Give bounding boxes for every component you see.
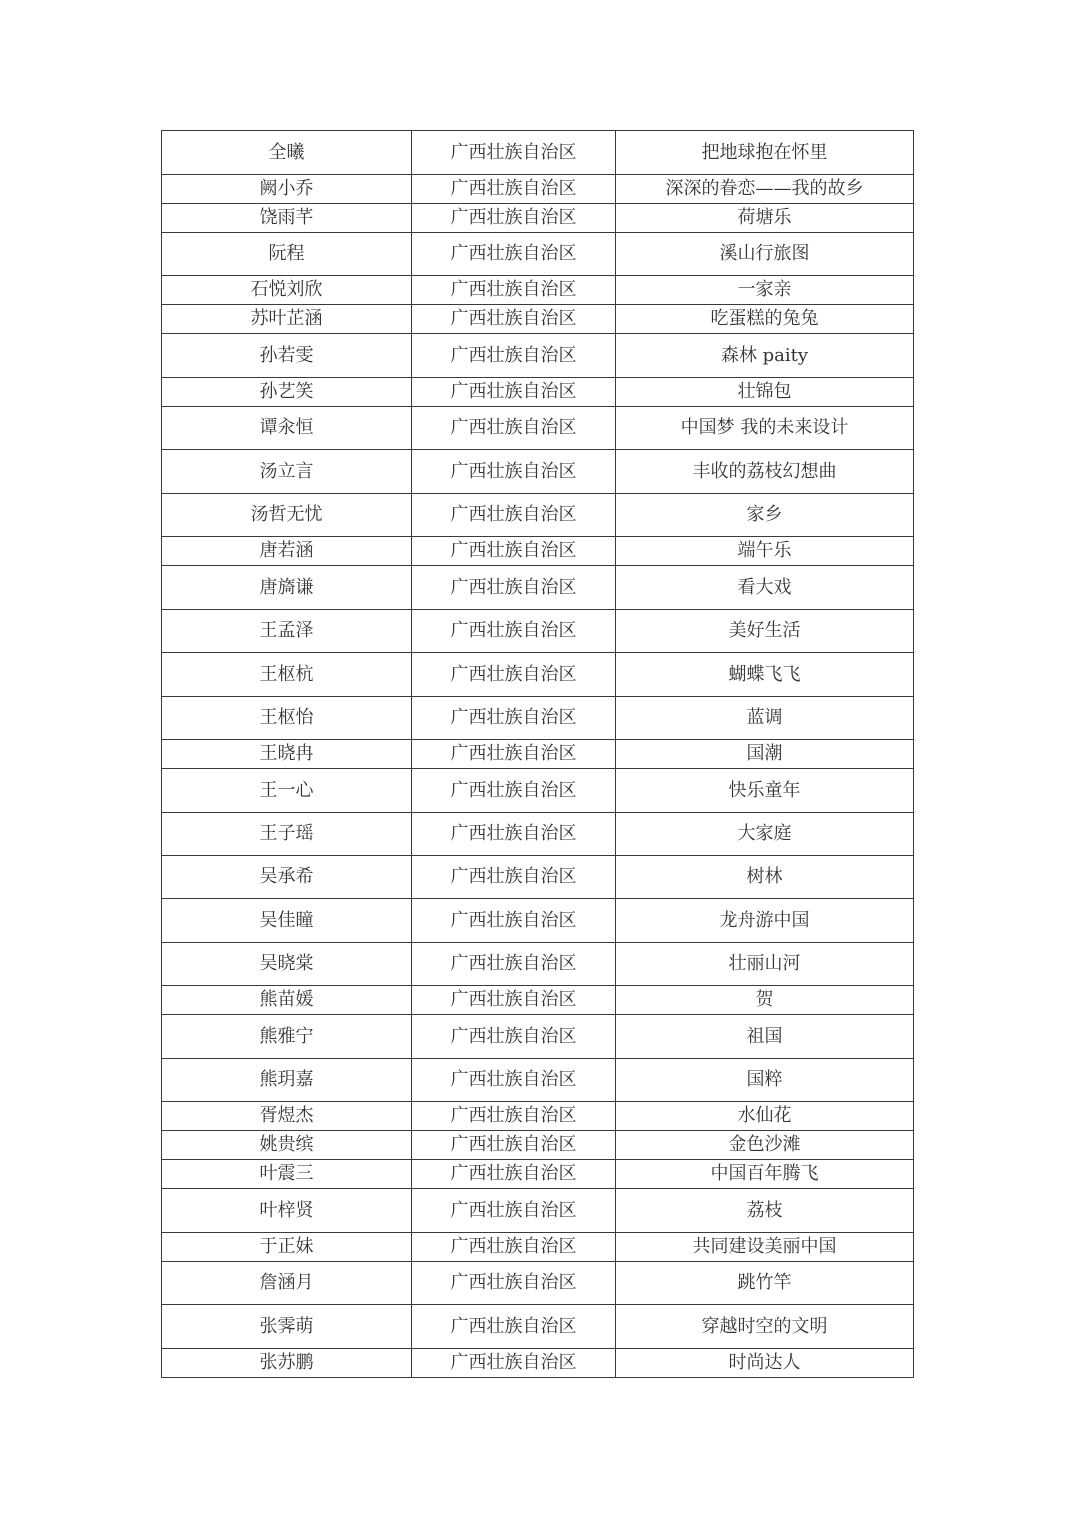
table-row [162, 566, 914, 610]
table-row [162, 537, 914, 566]
region-cell: 广西壮族自治区 [412, 856, 616, 899]
table-row [162, 1305, 914, 1349]
table-row [162, 986, 914, 1015]
name-cell: 张苏鹏 [162, 1349, 412, 1378]
name-cell: 王子瑶 [162, 813, 412, 856]
title-cell: 中国梦 我的未来设计 [616, 407, 914, 450]
region-cell: 广西壮族自治区 [412, 943, 616, 986]
name-cell: 詹涵月 [162, 1262, 412, 1305]
table-row [162, 813, 914, 856]
table-row [162, 233, 914, 276]
entries-table [161, 130, 914, 1378]
title-cell: 中国百年腾飞 [616, 1160, 914, 1189]
title-cell: 大家庭 [616, 813, 914, 856]
table-row [162, 204, 914, 233]
name-cell: 石悦刘欣 [162, 276, 412, 305]
title-cell: 把地球抱在怀里 [616, 131, 914, 175]
name-cell: 谭汆恒 [162, 407, 412, 450]
name-cell: 胥煜杰 [162, 1102, 412, 1131]
table-row [162, 334, 914, 378]
region-cell: 广西壮族自治区 [412, 1015, 616, 1059]
table-row [162, 1189, 914, 1233]
table-row [162, 856, 914, 899]
name-cell: 熊玥嘉 [162, 1059, 412, 1102]
name-cell: 唐若涵 [162, 537, 412, 566]
name-cell: 孙艺笑 [162, 378, 412, 407]
region-cell: 广西壮族自治区 [412, 378, 616, 407]
region-cell: 广西壮族自治区 [412, 1349, 616, 1378]
name-cell: 熊雅宁 [162, 1015, 412, 1059]
title-cell: 蓝调 [616, 697, 914, 740]
name-cell: 吴承希 [162, 856, 412, 899]
name-cell: 张霁萌 [162, 1305, 412, 1349]
region-cell: 广西壮族自治区 [412, 1160, 616, 1189]
title-cell: 龙舟游中国 [616, 899, 914, 943]
name-cell: 阙小乔 [162, 175, 412, 204]
table-row [162, 1160, 914, 1189]
table-row [162, 450, 914, 494]
name-cell: 熊苗媛 [162, 986, 412, 1015]
name-cell: 王一心 [162, 769, 412, 813]
title-cell: 国粹 [616, 1059, 914, 1102]
region-cell: 广西壮族自治区 [412, 1102, 616, 1131]
title-cell: 跳竹竿 [616, 1262, 914, 1305]
table-row [162, 378, 914, 407]
name-cell: 于正妹 [162, 1233, 412, 1262]
region-cell: 广西壮族自治区 [412, 1189, 616, 1233]
region-cell: 广西壮族自治区 [412, 740, 616, 769]
title-cell: 丰收的荔枝幻想曲 [616, 450, 914, 494]
table-row [162, 697, 914, 740]
table-row [162, 1349, 914, 1378]
name-cell: 孙若雯 [162, 334, 412, 378]
name-cell: 叶震三 [162, 1160, 412, 1189]
region-cell: 广西壮族自治区 [412, 697, 616, 740]
region-cell: 广西壮族自治区 [412, 204, 616, 233]
region-cell: 广西壮族自治区 [412, 1131, 616, 1160]
title-cell: 深深的眷恋——我的故乡 [616, 175, 914, 204]
name-cell: 饶雨芊 [162, 204, 412, 233]
region-cell: 广西壮族自治区 [412, 653, 616, 697]
name-cell: 阮程 [162, 233, 412, 276]
name-cell: 苏叶芷涵 [162, 305, 412, 334]
title-cell: 树林 [616, 856, 914, 899]
region-cell: 广西壮族自治区 [412, 537, 616, 566]
region-cell: 广西壮族自治区 [412, 276, 616, 305]
name-cell: 汤立言 [162, 450, 412, 494]
title-cell: 一家亲 [616, 276, 914, 305]
title-cell: 美好生活 [616, 610, 914, 653]
name-cell: 王枢怡 [162, 697, 412, 740]
name-cell: 唐旖谦 [162, 566, 412, 610]
name-cell: 全曦 [162, 131, 412, 175]
region-cell: 广西壮族自治区 [412, 407, 616, 450]
table-row [162, 131, 914, 175]
title-cell: 端午乐 [616, 537, 914, 566]
table-row [162, 1015, 914, 1059]
name-cell: 吴佳瞳 [162, 899, 412, 943]
title-cell: 溪山行旅图 [616, 233, 914, 276]
table-row [162, 653, 914, 697]
table-row [162, 494, 914, 537]
title-cell: 时尚达人 [616, 1349, 914, 1378]
name-cell: 王孟泽 [162, 610, 412, 653]
table-row [162, 276, 914, 305]
name-cell: 叶梓贤 [162, 1189, 412, 1233]
name-cell: 吴晓棠 [162, 943, 412, 986]
region-cell: 广西壮族自治区 [412, 334, 616, 378]
title-cell: 水仙花 [616, 1102, 914, 1131]
table-row [162, 943, 914, 986]
table-row [162, 1102, 914, 1131]
table-row [162, 1131, 914, 1160]
title-cell: 贺 [616, 986, 914, 1015]
title-cell: 壮锦包 [616, 378, 914, 407]
region-cell: 广西壮族自治区 [412, 769, 616, 813]
title-cell: 蝴蝶飞飞 [616, 653, 914, 697]
title-cell: 家乡 [616, 494, 914, 537]
table-row [162, 740, 914, 769]
title-cell: 看大戏 [616, 566, 914, 610]
table-body [162, 131, 914, 1378]
title-cell: 祖国 [616, 1015, 914, 1059]
name-cell: 姚贵缤 [162, 1131, 412, 1160]
table-row [162, 305, 914, 334]
name-cell: 王枢杭 [162, 653, 412, 697]
region-cell: 广西壮族自治区 [412, 175, 616, 204]
title-cell: 荷塘乐 [616, 204, 914, 233]
region-cell: 广西壮族自治区 [412, 813, 616, 856]
table-row [162, 899, 914, 943]
table-row [162, 610, 914, 653]
region-cell: 广西壮族自治区 [412, 566, 616, 610]
title-cell: 快乐童年 [616, 769, 914, 813]
region-cell: 广西壮族自治区 [412, 305, 616, 334]
title-cell: 国潮 [616, 740, 914, 769]
region-cell: 广西壮族自治区 [412, 1059, 616, 1102]
table-row [162, 1262, 914, 1305]
region-cell: 广西壮族自治区 [412, 1233, 616, 1262]
table-row [162, 175, 914, 204]
region-cell: 广西壮族自治区 [412, 131, 616, 175]
table-row [162, 407, 914, 450]
name-cell: 王晓冉 [162, 740, 412, 769]
title-cell: 共同建设美丽中国 [616, 1233, 914, 1262]
table-row [162, 1059, 914, 1102]
region-cell: 广西壮族自治区 [412, 986, 616, 1015]
title-cell: 壮丽山河 [616, 943, 914, 986]
region-cell: 广西壮族自治区 [412, 1262, 616, 1305]
title-cell: 荔枝 [616, 1189, 914, 1233]
region-cell: 广西壮族自治区 [412, 233, 616, 276]
region-cell: 广西壮族自治区 [412, 899, 616, 943]
table-row [162, 1233, 914, 1262]
region-cell: 广西壮族自治区 [412, 494, 616, 537]
title-cell: 穿越时空的文明 [616, 1305, 914, 1349]
title-cell: 森林 paity [616, 334, 914, 378]
region-cell: 广西壮族自治区 [412, 1305, 616, 1349]
region-cell: 广西壮族自治区 [412, 610, 616, 653]
table-row [162, 769, 914, 813]
name-cell: 汤哲无忧 [162, 494, 412, 537]
title-cell: 吃蛋糕的兔兔 [616, 305, 914, 334]
title-cell: 金色沙滩 [616, 1131, 914, 1160]
region-cell: 广西壮族自治区 [412, 450, 616, 494]
